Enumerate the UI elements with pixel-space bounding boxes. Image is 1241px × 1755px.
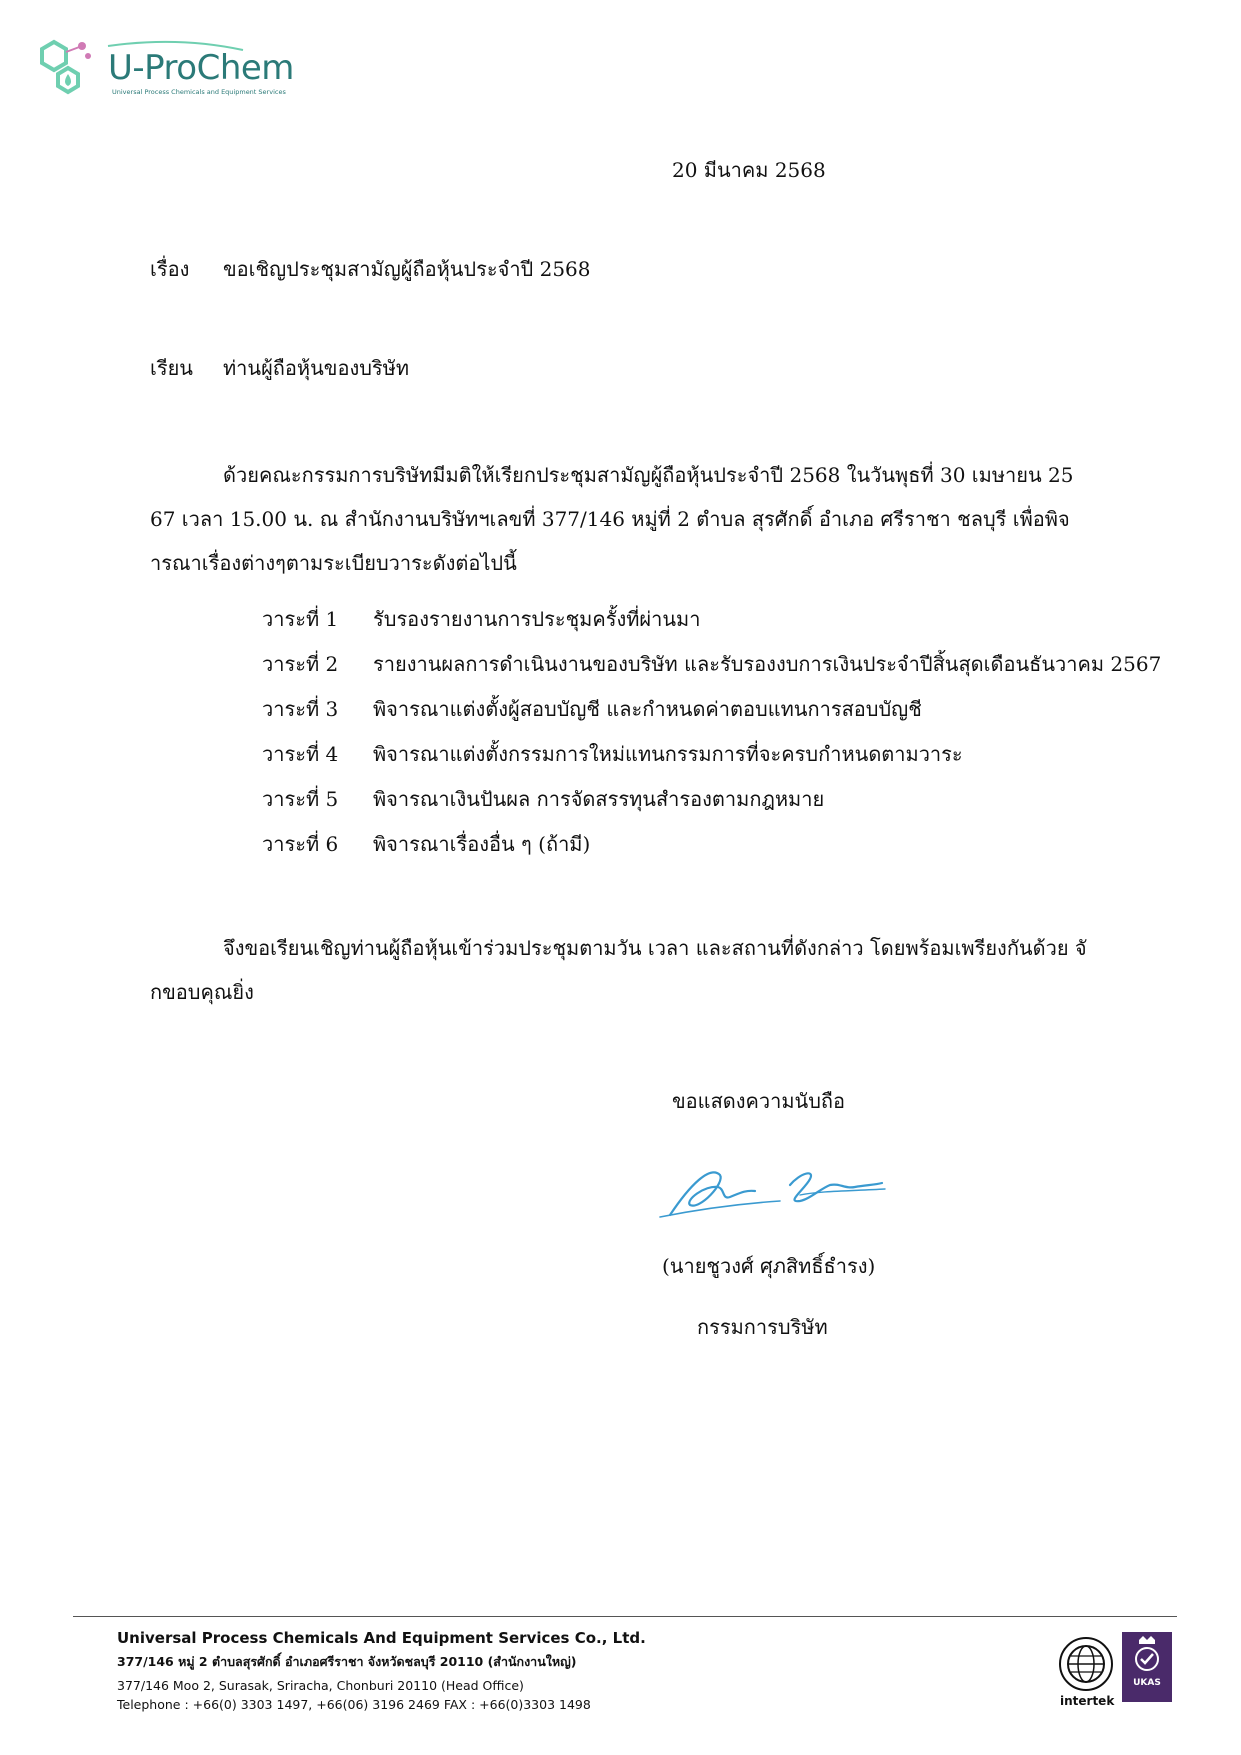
agenda-text: รายงานผลการดำเนินงานของบริษัท และรับรองงบการเงินประจำปีสิ้นสุดเดือนธันวาคม 2567: [373, 652, 1162, 676]
footer-telephone: Telephone : +66(0) 3303 1497, +66(06) 3196 2469 FAX : +66(0)3303 1498: [117, 1697, 591, 1712]
signer-title: กรรมการบริษัท: [697, 1315, 828, 1339]
agenda-text: พิจารณาแต่งตั้งผู้สอบบัญชี และกำหนดค่าตอบแทนการสอบบัญชี: [373, 697, 922, 721]
agenda-text: รับรองรายงานการประชุมครั้งที่ผ่านมา: [373, 607, 701, 631]
recipient-text: ท่านผู้ถือหุ้นของบริษัท: [223, 356, 410, 380]
signer-name: (นายชูวงศ์ ศุภสิทธิ์ธำรง): [662, 1254, 876, 1278]
agenda-label: วาระที่ 1: [262, 607, 339, 631]
ukas-crown-check-icon: [1122, 1632, 1172, 1676]
footer-divider: [73, 1616, 1177, 1617]
recipient-label: เรียน: [150, 356, 193, 380]
agenda-label: วาระที่ 3: [262, 697, 339, 721]
footer-address-thai: 377/146 หมู่ 2 ตำบลสุรศักดิ์ อำเภอศรีราชา จังหวัดชลบุรี 20110 (สำนักงานใหญ่): [117, 1654, 577, 1669]
subject-text: ขอเชิญประชุมสามัญผู้ถือหุ้นประจำปี 2568: [223, 257, 591, 281]
closing-salutation: ขอแสดงความนับถือ: [672, 1089, 846, 1113]
logo-tagline: Universal Process Chemicals and Equipment Services: [112, 88, 286, 96]
agenda-label: วาระที่ 2: [262, 652, 339, 676]
footer-company-name: Universal Process Chemicals And Equipment Services Co., Ltd.: [117, 1629, 646, 1647]
invitation-paragraph: [150, 926, 1090, 1014]
logo-wordmark: U-ProChem: [108, 48, 294, 88]
intertek-certification-icon: [1058, 1636, 1114, 1692]
agenda-text: พิจารณาเรื่องอื่น ๆ (ถ้ามี): [373, 832, 591, 856]
ukas-label: UKAS: [1133, 1678, 1161, 1688]
intro-paragraph: [150, 453, 1080, 585]
invitation-paragraph-text: จึงขอเรียนเชิญท่านผู้ถือหุ้นเข้าร่วมประชุมตามวัน เวลา และสถานที่ดังกล่าว โดยพร้อมเพรียงกันด้วย จักขอบคุณยิ่ง: [150, 936, 1087, 1004]
agenda-label: วาระที่ 5: [262, 787, 339, 811]
subject-label: เรื่อง: [150, 257, 190, 281]
agenda-label: วาระที่ 4: [262, 742, 339, 766]
agenda-text: พิจารณาแต่งตั้งกรรมการใหม่แทนกรรมการที่จะครบกำหนดตามวาระ: [373, 742, 963, 766]
footer-address-english: 377/146 Moo 2, Surasak, Sriracha, Chonburi 20110 (Head Office): [117, 1678, 524, 1693]
signature: [650, 1155, 890, 1225]
letter-date: 20 มีนาคม 2568: [672, 158, 826, 182]
ukas-badge: [1122, 1632, 1172, 1702]
agenda-text: พิจารณาเงินปันผล การจัดสรรทุนสำรองตามกฎหมาย: [373, 787, 825, 811]
agenda-label: วาระที่ 6: [262, 832, 339, 856]
intro-paragraph-text: ด้วยคณะกรรมการบริษัทมีมติให้เรียกประชุมสามัญผู้ถือหุ้นประจำปี 2568 ในวันพุธที่ 30 เมษายน 2567 เวลา 15.00 น. ณ สำนักงานบริษัทฯเลขที่ 377/146 หมู่ที่ 2 ตำบล สุรศักดิ์ อำเภอ ศรีราชา ชลบุรี เพื่อพิจารณาเรื่องต่างๆตามระเบียบวาระดังต่อไปนี้: [150, 463, 1074, 575]
intertek-label: intertek: [1060, 1694, 1115, 1708]
